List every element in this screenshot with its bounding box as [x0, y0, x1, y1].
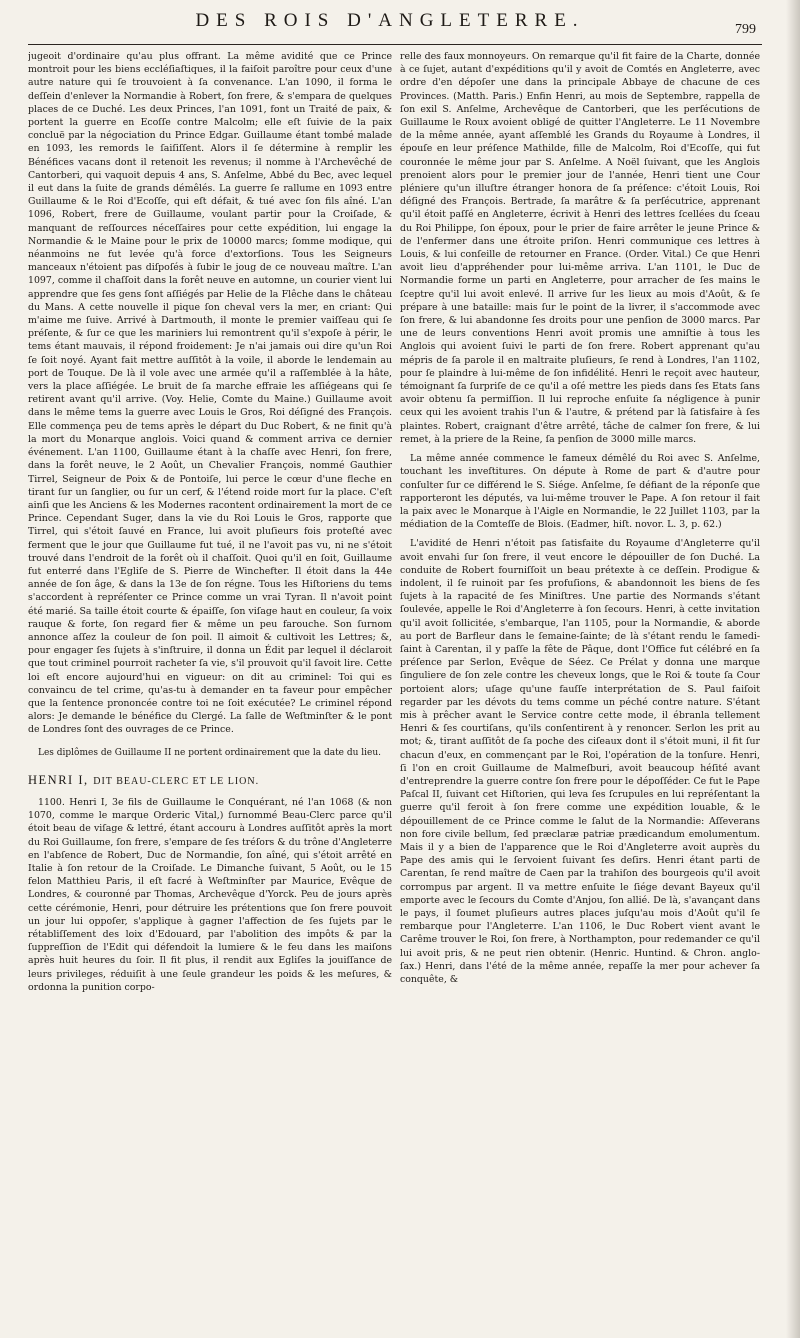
page-edge-shadow [786, 0, 800, 1338]
right-paragraph-1: relle des faux monnoyeurs. On remarque qu'il fit faire de la Charte, donnée à ce ſujet, autant d'expéditions qu'il y avoit de Comtés en Angleterre, avec ordre d'en dépoſer une dans la principale Abbaye de chacune de ces Provinces. (Matth. Paris.) Enfin Henri, au mois de Septembre, rappella de ſon exil S. Anſelme, Archevêque de Cantorberi, que les perſécutions de Guillaume le Roux avoient obligé de quitter l'Angleterre. Le 11 Novembre de la même année, ayant aſſemblé les Grands du Royaume à Londres, il épouſe en leur préſence Mathilde, fille de Malcolm, Roi d'Ecoſſe, qui fut couronnée le même jour par S. Anſelme. A Noël ſuivant, que les Anglois prenoient alors pour le premier jour de l'année, Henri tient une Cour pléniere qu'un illuſtre étranger honora de ſa préſence: c'étoit Louis, Roi déſigné des François. Bertrade, ſa marâtre & ſa perſécutrice, apprenant qu'il étoit paſſé en Angleterre, écrivit à Henri des lettres ſcellées du ſceau du Roi Philippe, ſon époux, pour le prier de faire arrêter le jeune Prince & de l'enfermer dans une étroite priſon. Henri communique ces lettres à Louis, & lui conſeille de retourner en France. (Order. Vital.) Ce que Henri avoit lieu d'appréhender pour lui-même arriva. L'an 1101, le Duc de Normandie forme un parti en Angleterre, pour arracher de ſes mains le ſceptre qu'il lui avoit enlevé. Il arrive ſur les lieux au mois d'Août, & ſe prépare à une bataille: mais ſur le point de la livrer, il s'accommode avec ſon frere, & lui abandonne ſes droits pour une penſion de 3000 marcs. Par une de leurs conventions Henri avoit promis une amniſtie à tous les Anglois qui avoient ſuivi le parti de ſon frere. Robert apprenant qu'au mépris de ſa parole il en maltraite pluſieurs, ſe rend à Londres, l'an 1102, pour ſe plaindre à lui-même de ſon infidélité. Henri le reçoit avec hauteur, témoignant ſa ſurpriſe de ce qu'il a oſé mettre les pieds dans ſes Etats ſans avoir obtenu ſa permiſſion. Il lui reproche enſuite ſa négligence à punir ceux qui les avoient trahis l'un & l'autre, & prétend par là ſatisfaire à ſes plaintes. Robert, craignant d'être arrêté, tâche de calmer ſon frere, & lui remet, à la priere de la Reine, ſa penſion de 3000 mille marcs. [400, 51, 760, 445]
left-paragraph-2: 1100. Henri I, 3e fils de Guillaume le Conquérant, né l'an 1068 (& non 1070, comme le marque Orderic Vital,) ſurnommé Beau-Clerc parce qu'il étoit beau de viſage & lettré, étant accouru à Londres auſſitôt après la mort du Roi Guillaume, ſon frere, s'empare de ſes tréſors & du trône d'Angleterre en l'abſence de Robert, Duc de Normandie, ſon aîné, qui s'étoit arrêté en Italie à ſon retour de la Croiſade. Le Dimanche ſuivant, 5 Août, ou le 15 felon Matthieu Paris, il eſt facré à Weſtminſter par Maurice, Evêque de Londres, & couronné par Thomas, Archevêque d'Yorck. Peu de jours après cette cérémonie, Henri, pour détruire les prétentions que ſon frere pouvoit un jour lui oppoſer, s'applique à gagner l'affection de ſes ſujets par le rétabliſſement des loix d'Edouard, par l'abolition des impôts & par la ſuppreſſion de l'Edit qui défendoit la lumiere & le feu dans les maiſons après huit heures du ſoir. Il fit plus, il rendit aux Egliſes la jouiſſance de leurs privileges, réduiſit à une ſeule grandeur les poids & les meſures, & ordonna la punition corpo- [28, 796, 392, 993]
section-heading-epithet: DIT BEAU-CLERC ET LE LION. [93, 775, 260, 787]
page-header [40, 6, 740, 40]
section-heading-title: HENRI I, [28, 772, 89, 787]
running-head: DES ROIS D'ANGLETERRE. [195, 10, 585, 31]
diploma-note: Les diplômes de Guillaume II ne portent ordinairement que la date du lieu. [38, 747, 382, 758]
header-rule [28, 44, 762, 45]
page-number: 799 [735, 22, 756, 37]
right-paragraph-3: L'avidité de Henri n'étoit pas ſatisfaite du Royaume d'Angleterre qu'il avoit envahi ſur ſon frere, il veut encore le dépouiller de ſon Duché. La conduite de Robert fourniſſoit un beau prétexte à ce deſſein. Prodigue & indolent, il ſe ruinoit par ſes profuſions, & abandonnoit les biens de ſes ſujets à la rapacité de ſes Miniſtres. Une partie des Normands s'étant ſoulevée, appelle le Roi d'Angleterre à ſon ſecours. Henri, à cette invitation qu'il avoit ſollicitée, s'embarque, l'an 1105, pour la Normandie, & aborde au port de Barfleur dans le ſemaine-ſainte; de là s'étant rendu le ſamedi-ſaint à Carentan, il y paſſe la fête de Pâque, dont l'Office fut célébré en ſa préſence par Serlon, Evêque de Séez. Ce Prélat y donna une marque ſinguliere de ſon zele contre les cheveux longs, que le Roi & toute ſa Cour portoient alors; uſage qu'une fauſſe interprétation de S. Paul faiſoit regarder par les dévots du tems comme un péché contre nature. S'étant mis à prêcher avant le Service contre cette mode, il ébranla tellement Henri & ſes courtiſans, qu'ils conſentirent à y renoncer. Serlon les prit au mot; &, tirant auſſitôt de ſa poche des ciſeaux dont il s'étoit muni, il fit ſur chacun d'eux, en commençant par le Roi, l'opération de la tonſure. Henri, ſi l'on en croit Guillaume de Malmeſburi, avoit beaucoup héſité avant d'entreprendre la guerre contre ſon frere pour le dépoſſéder. Ce fut le Pape Paſcal II, ſuivant cet Hiſtorien, qui leva ſes ſcrupules en lui repréſentant la guerre qu'il feroit à ſon frere comme une expédition louable, & le dépouillement de ce Prince comme le ſalut de la Normandie: Aſſeverans non fore civile bellum, ſed præclaræ patriæ prædicandum emolumentum. Mais il y a bien de l'apparence que le Roi d'Angleterre avoit auprès du Pape des amis qui le ſervoient ſuivant ſes deſirs. Henri étant parti de Carentan, ſe rend maître de Caen par la trahiſon des bourgeois qu'il avoit corrompus par argent. Il va mettre enſuite le ſiége devant Bayeux qu'il emporte avec le ſecours du Comte d'Anjou, ſon allié. De là, s'avançant dans le pays, il ſoumet pluſieurs autres places juſqu'au mois d'Août qu'il ſe rembarque pour l'Angleterre. L'an 1106, le Duc Robert vient avant le Carême trouver le Roi, ſon frere, à Northampton, pour redemander ce qu'il lui avoit pris, & ne peut rien obtenir. (Henric. Huntind. & Chron. anglo-ſax.) Henri, dans l'été de la même année, repaſſe la mer pour achever ſa conquête, & [400, 538, 760, 986]
right-column [400, 50, 760, 1320]
left-column [28, 50, 392, 1320]
section-heading-henri-i [28, 774, 392, 788]
right-paragraph-2: La même année commence le fameux démêlé du Roi avec S. Anſelme, touchant les inveſtitures. On députe à Rome de part & d'autre pour conſulter ſur ce différend le S. Siége. Anſelme, ſe défiant de la réponſe que rapporteront les députés, va lui-même trouver le Pape. A ſon retour il fait la paix avec le Monarque à l'Aigle en Normandie, le 22 Juillet 1103, par la médiation de la Comteſſe de Blois. (Eadmer, hiſt. novor. L. 3, p. 62.) [400, 453, 760, 531]
left-paragraph-1: jugeoit d'ordinaire qu'au plus offrant. La même avidité que ce Prince montroit pour les biens eccléſiaſtiques, il la faiſoit paroître pour ceux d'une autre nature qui ſe trouvoient à ſa convenance. L'an 1090, il forma le deſſein d'enlever la Normandie à Robert, ſon frere, & s'empara de quelques places de ce Duché. Les deux Princes, l'an 1091, font un Traité de paix, & portent la guerre en Ecoſſe contre Malcolm; elle eſt ſuivie de la paix concluë par la négociation du Prince Edgar. Guillaume étant tombé malade en 1093, les remords le ſaiſiſſent. Alors il ſe détermine à remplir les Bénéfices vacans dont il retenoit les revenus; il nomme à l'Archevêché de Cantorberi, qui vaquoit depuis 4 ans, S. Anſelme, Abbé du Bec, avec lequel il eut dans la ſuite de grands démêlés. La guerre ſe rallume en 1093 entre Guillaume & le Roi d'Ecoſſe, qui eſt défait, & tué avec ſon fils aîné. L'an 1096, Robert, frere de Guillaume, voulant partir pour la Croiſade, & manquant de reſſources néceſſaires pour cette expédition, lui engage la Normandie & le Maine pour le prix de 10000 marcs; ſomme modique, qui néanmoins ne fut levée qu'à force d'extorſions. Tous les Seigneurs manceaux n'étoient pas diſpoſés à ſubir le joug de ce nouveau maître. L'an 1097, comme il chaſſoit dans la forêt neuve en automne, un courier vient lui apprendre que ſes gens ſont aſſiégés par Helie de la Flêche dans le château du Mans. A cette nouvelle il pique ſon cheval vers la mer, en criant: Qui m'aime me ſuive. Arrivé à Dartmouth, il monte le premier vaiſſeau qui ſe préſente, & ſur ce que les mariniers lui remontrent qu'il s'expoſe à périr, le tems étant mauvais, il répond froidement: Je n'ai jamais oui dire qu'un Roi ſe ſoit noyé. Ayant fait mettre auſſitôt à la voile, il aborde le lendemain au port de Touque. De là il vole avec une armée qu'il a raſſemblée à la hâte, vers la place aſſiégée. Le bruit de ſa marche effraie les aſſiégeans qui ſe retirent avant qu'il arrive. (Voy. Helie, Comte du Maine.) Guillaume avoit dans le même tems la guerre avec Louis le Gros, Roi déſigné des François. Elle commença peu de tems après le départ du Duc Robert, & ne finit qu'à la mort du Monarque anglois. Voici quand & comment arriva ce dernier événement. L'an 1100, Guillaume étant à la chaſſe avec Henri, ſon frere, dans la forêt neuve, le 2 Août, un Chevalier François, nommé Gauthier Tirrel, Seigneur de Poix & de Pontoiſe, lui perce le cœur d'une fleche en tirant ſur un ſanglier, ou ſur un cerf, & l'étend roide mort ſur la place. C'eſt ainſi que les Anciens & les Modernes racontent ordinairement la mort de ce Prince. Cependant Suger, dans la vie du Roi Louis le Gros, rapporte que Tirrel, qui s'étoit ſauvé en France, lui avoit pluſieurs fois proteſté avec ferment que le jour que Guillaume fut tué, il ne l'avoit pas vu, ni ne s'étoit trouvé dans l'endroit de la forêt où il chaſſoit. Quoi qu'il en ſoit, Guillaume fut enterré dans l'Egliſe de S. Pierre de Winchefter. Il étoit dans la 44e année de ſon âge, & dans la 13e de ſon régne. Tous les Hiſtoriens du tems s'accordent à repréſenter ce Prince comme un vrai Tyran. Il n'avoit point été marié. Sa taille étoit courte & épaiſſe, ſon viſage haut en couleur, ſa voix rauque & forte, ſon regard fier & même un peu farouche. Son ſurnom annonce aſſez la couleur de ſon poil. Il aimoit & cultivoit les Lettres; &, pour engager ſes ſujets à s'inſtruire, il donna un Édit par lequel il déclaroit que tout criminel pourroit racheter ſa vie, s'il prouvoit qu'il ſavoit lire. Cette loi eſt encore aujourd'hui en vigueur: on dit au criminel: Toi qui es convaincu de tel crime, qu'as-tu à demander en ta faveur pour empêcher que la ſentence prononcée contre toi ne ſoit exécutée? Le criminel répond alors: Je demande le bénéfice du Clergé. La ſalle de Weſtminſter & le pont de Londres ſont des ouvrages de ce Prince. [28, 51, 392, 736]
